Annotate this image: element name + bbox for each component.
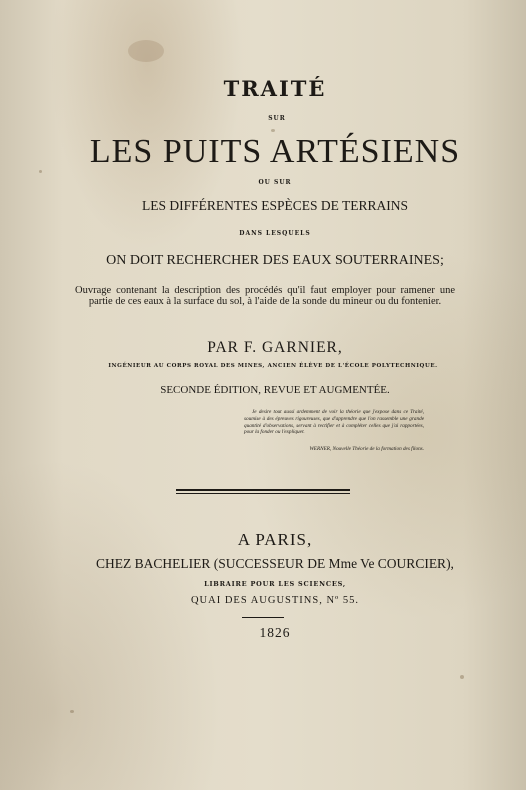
short-rule-divider (242, 617, 284, 618)
title-line-4: ON DOIT RECHERCHER DES EAUX SOUTERRAINES; (106, 253, 444, 268)
connector-dans-lesquels: DANS LESQUELS (239, 230, 311, 237)
title-line-1: TRAITÉ (223, 76, 327, 101)
foxing-spot (271, 129, 275, 132)
epigraph: Je desire tout aussi ardemment de voir la théorie que j'expose dans ce Traité, soumise à des épreuves rigoureuses, que d'apprendre que l'on rassemble une grande quantité d'observations, servant à rectifier et à compléter celles que j'ai rapportées, pour la fonder ou l'expliquer. (244, 409, 424, 436)
foxing-stain (128, 40, 164, 62)
double-rule-divider (176, 489, 350, 491)
title-line-3: LES DIFFÉRENTES ESPÈCES DE TERRAINS (141, 198, 409, 213)
epigraph-attribution: WERNER, Nouvelle Théorie de la formation des filons. (309, 446, 424, 452)
publication-year: 1826 (259, 625, 291, 640)
edition-statement: SECONDE ÉDITION, REVUE ET AUGMENTÉE. (160, 384, 390, 396)
foxing-spot (460, 675, 464, 679)
imprint-publisher: CHEZ BACHELIER (SUCCESSEUR DE Mme Ve COURCIER), (96, 556, 454, 571)
publisher-role: LIBRAIRE POUR LES SCIENCES, (204, 580, 346, 588)
foxing-spot (39, 170, 42, 173)
connector-sur: SUR (268, 115, 286, 122)
main-title: LES PUITS ARTÉSIENS (89, 133, 461, 170)
imprint-city: A PARIS, (237, 530, 313, 549)
publisher-address: QUAI DES AUGUSTINS, Nº 55. (190, 595, 360, 606)
work-description: Ouvrage contenant la description des procédés qu'il faut employer pour ramener une partie de ces eaux à la surface du sol, à l'aide de la sonde du mineur ou du fontenier. (75, 285, 455, 307)
author-name: PAR F. GARNIER, (207, 339, 343, 356)
connector-ou-sur: OU SUR (258, 179, 292, 186)
author-credentials: INGÉNIEUR AU CORPS ROYAL DES MINES, ANCIEN ÉLÈVE DE L'ÉCOLE POLYTECHNIQUE. (108, 363, 438, 369)
foxing-spot (70, 710, 74, 713)
